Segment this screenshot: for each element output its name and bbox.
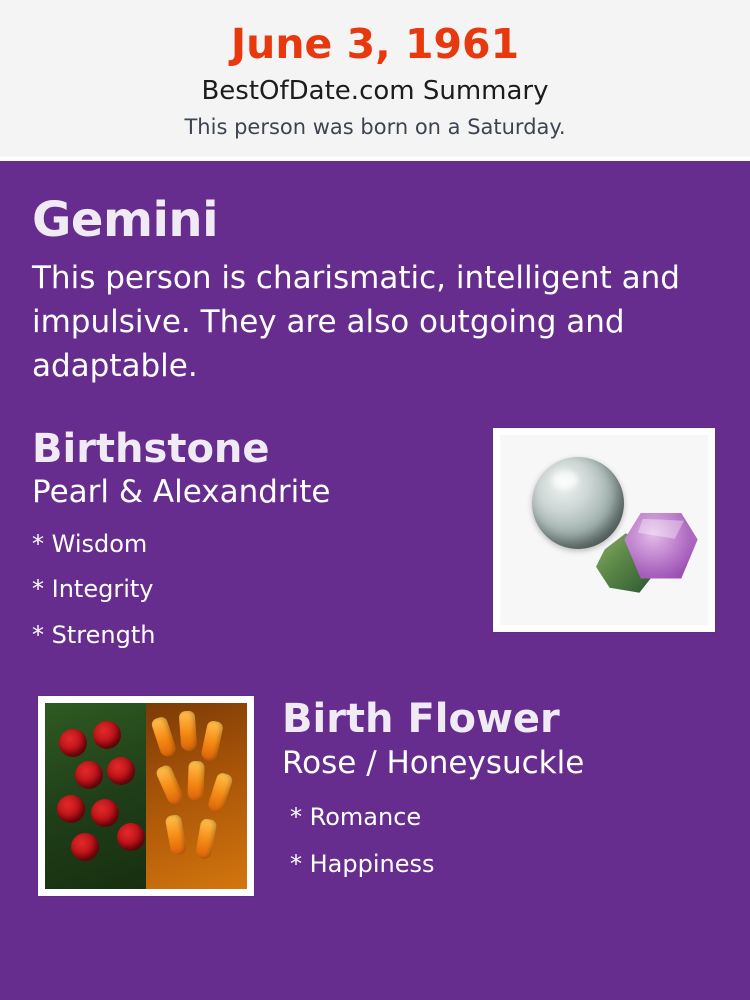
birthstone-text <box>32 425 493 659</box>
card-header <box>0 0 750 161</box>
birth-flower-names: Rose / Honeysuckle <box>282 744 585 781</box>
birth-flower-traits <box>282 794 718 888</box>
birthstone-traits <box>32 522 493 659</box>
birth-weekday-note: This person was born on a Saturday. <box>184 115 566 139</box>
zodiac-sign-title: Gemini <box>32 192 219 249</box>
list-item: * Wisdom <box>32 529 148 558</box>
birth-flower-title: Birth Flower <box>282 696 560 743</box>
site-summary-label: BestOfDate.com Summary <box>201 75 549 106</box>
pearl-and-alexandrite-icon <box>500 435 708 625</box>
birth-flower-image-frame <box>38 696 254 896</box>
list-item: * Romance <box>290 803 422 832</box>
zodiac-description: This person is charismatic, intelligent and impulsive. They are also outgoing and adaptable. <box>32 259 680 384</box>
list-item: * Integrity <box>32 575 154 604</box>
list-item: * Happiness <box>290 850 435 879</box>
birthstone-section <box>32 425 718 659</box>
birthstone-title: Birthstone <box>32 425 270 472</box>
list-item: * Strength <box>32 620 156 649</box>
birth-flower-text <box>282 696 718 888</box>
rose-and-honeysuckle-icon <box>45 703 247 889</box>
card-body <box>0 161 750 1000</box>
birthstone-names: Pearl & Alexandrite <box>32 473 331 510</box>
page-title: June 3, 1961 <box>230 20 520 68</box>
birth-flower-section <box>32 696 718 896</box>
birthstone-image-frame <box>493 428 715 632</box>
rose-photo-icon <box>45 703 146 889</box>
pearl-icon <box>532 457 624 549</box>
honeysuckle-photo-icon <box>146 703 247 889</box>
